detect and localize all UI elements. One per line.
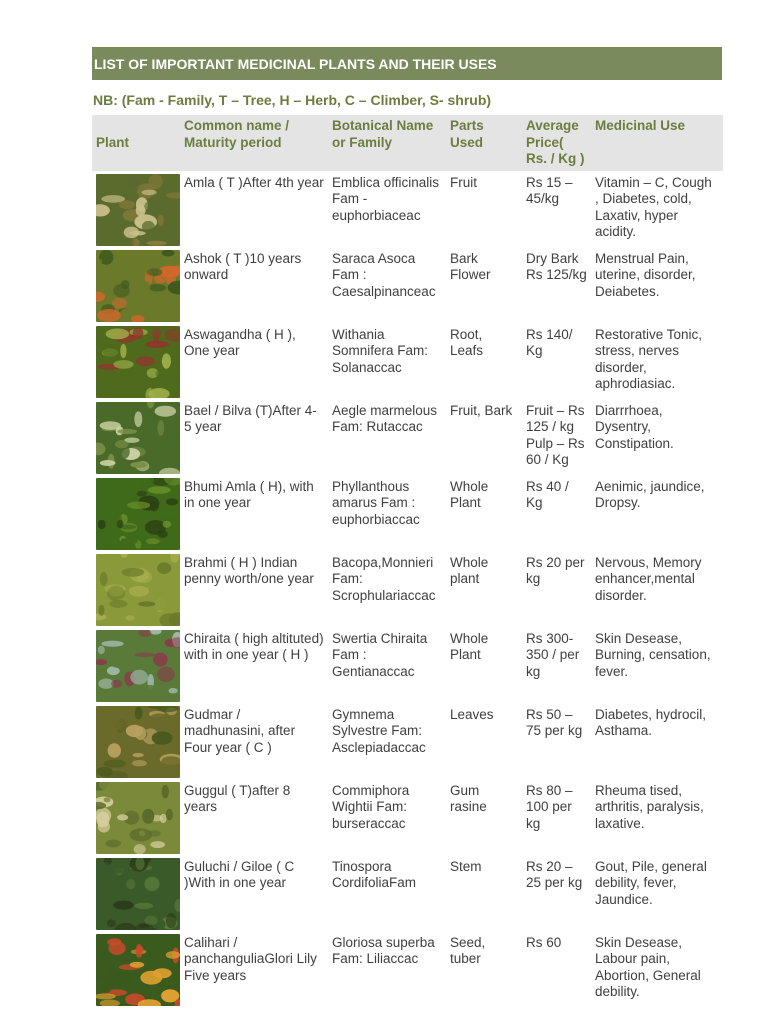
average-price-cell: Rs 50 – 75 per kg <box>526 706 583 738</box>
parts-used-cell: Whole plant <box>450 554 489 586</box>
plant-photo-cell <box>92 171 180 247</box>
botanical-name-cell: Emblica officinalis Fam - euphorbiaceac <box>332 174 440 223</box>
table-row <box>92 475 723 551</box>
medicinal-use-cell: Aenimic, jaundice, Dropsy. <box>595 478 705 510</box>
header-average-price: Average Price( Rs. / Kg ) <box>522 115 591 171</box>
parts-used-cell: Seed, tuber <box>450 934 486 966</box>
medicinal-use-cell: Restorative Tonic, stress, nerves disorder, aphrodiasiac. <box>595 326 703 391</box>
plant-photo-cell <box>92 703 180 779</box>
plant-photo-icon <box>96 402 180 474</box>
average-price-cell: Dry Bark Rs 125/kg <box>526 250 587 282</box>
medicinal-use-cell: Rheuma tised, arthritis, paralysis, laxative. <box>595 782 704 831</box>
parts-used-cell: Leaves <box>450 706 494 722</box>
common-name-cell: Calihari / panchanguliaGlori Lily Five years <box>184 934 317 983</box>
plant-photo-icon <box>96 174 180 246</box>
medicinal-use-cell: Skin Desease, Labour pain, Abortion, General debility. <box>595 934 701 999</box>
table-row <box>92 551 723 627</box>
table-row <box>92 627 723 703</box>
plant-photo-cell <box>92 247 180 323</box>
medicinal-use-cell: Skin Desease, Burning, censation, fever. <box>595 630 711 679</box>
table-row <box>92 703 723 779</box>
botanical-name-cell: Commiphora Wightii Fam: burseraccac <box>332 782 410 831</box>
table-row <box>92 931 723 1007</box>
botanical-name-cell: Bacopa,Monnieri Fam: Scrophulariaccac <box>332 554 436 603</box>
average-price-cell: Rs 300-350 / per kg <box>526 630 580 679</box>
plant-photo-cell <box>92 551 180 627</box>
table-row <box>92 855 723 931</box>
common-name-cell: Brahmi ( H ) Indian penny worth/one year <box>184 554 314 586</box>
plant-photo-icon <box>96 858 180 930</box>
common-name-cell: Guggul ( T)after 8 years <box>184 782 291 814</box>
plant-photo-icon <box>96 706 180 778</box>
average-price-cell: Rs 60 <box>526 934 562 950</box>
botanical-name-cell: Tinospora CordifoliaFam <box>332 858 417 890</box>
plant-photo-icon <box>96 554 180 626</box>
average-price-cell: Rs 20 per kg <box>526 554 585 586</box>
plant-photo-cell <box>92 323 180 399</box>
botanical-name-cell: Swertia Chiraita Fam : Gentianaccac <box>332 630 428 679</box>
botanical-name-cell: Gloriosa superba Fam: Liliaccac <box>332 934 435 966</box>
medicinal-use-cell: Gout, Pile, general debility, fever, Jaundice. <box>595 858 707 907</box>
botanical-name-cell: Phyllanthous amarus Fam : euphorbiaccac <box>332 478 420 527</box>
common-name-cell: Bhumi Amla ( H), with in one year <box>184 478 314 510</box>
average-price-cell: Fruit – Rs 125 / kg Pulp – Rs 60 / Kg <box>526 402 585 467</box>
common-name-cell: Gudmar / madhunasini, after Four year ( C ) <box>184 706 296 755</box>
header-medicinal-use: Medicinal Use <box>591 115 723 171</box>
average-price-cell: Rs 80 – 100 per kg <box>526 782 573 831</box>
common-name-cell: Chiraita ( high altituted) with in one year ( H ) <box>184 630 324 662</box>
plant-photo-cell <box>92 399 180 475</box>
plant-photo-icon <box>96 478 180 550</box>
botanical-name-cell: Saraca Asoca Fam : Caesalpinanceac <box>332 250 436 299</box>
parts-used-cell: Fruit, Bark <box>450 402 513 418</box>
common-name-cell: Ashok ( T )10 years onward <box>184 250 302 282</box>
parts-used-cell: Whole Plant <box>450 478 489 510</box>
plant-photo-cell <box>92 855 180 931</box>
medicinal-plants-table <box>92 115 723 1007</box>
legend-note: NB: (Fam - Family, T – Tree, H – Herb, C – Climber, S- shrub) <box>93 92 492 108</box>
header-botanical-name: Botanical Name or Family <box>328 115 446 171</box>
common-name-cell: Aswagandha ( H ), One year <box>184 326 296 358</box>
plant-photo-icon <box>96 630 180 702</box>
header-plant: Plant <box>92 115 180 171</box>
parts-used-cell: Root, Leafs <box>450 326 484 358</box>
page-title: LIST OF IMPORTANT MEDICINAL PLANTS AND THEIR USES <box>92 47 722 80</box>
medicinal-use-cell: Vitamin – C, Cough , Diabetes, cold, Laxativ, hyper acidity. <box>595 174 712 239</box>
common-name-cell: Amla ( T )After 4th year <box>184 174 324 190</box>
parts-used-cell: Fruit <box>450 174 477 190</box>
medicinal-use-cell: Diarrrhoea, Dysentry, Constipation. <box>595 402 674 451</box>
parts-used-cell: Bark Flower <box>450 250 491 282</box>
plant-photo-cell <box>92 779 180 855</box>
plant-photo-cell <box>92 627 180 703</box>
table-row <box>92 247 723 323</box>
medicinal-use-cell: Diabetes, hydrocil, Asthama. <box>595 706 707 738</box>
plant-photo-icon <box>96 782 180 854</box>
medicinal-use-cell: Menstrual Pain, uterine, disorder, Deiabetes. <box>595 250 696 299</box>
parts-used-cell: Whole Plant <box>450 630 489 662</box>
average-price-cell: Rs 140/ Kg <box>526 326 573 358</box>
plant-photo-cell <box>92 931 180 1007</box>
plant-photo-cell <box>92 475 180 551</box>
botanical-name-cell: Withania Somnifera Fam: Solanaccac <box>332 326 429 375</box>
table-row <box>92 779 723 855</box>
table-header-row <box>92 115 723 171</box>
header-common-name: Common name / Maturity period <box>180 115 328 171</box>
botanical-name-cell: Gymnema Sylvestre Fam: Asclepiadaccac <box>332 706 426 755</box>
parts-used-cell: Stem <box>450 858 482 874</box>
plant-photo-icon <box>96 250 180 322</box>
common-name-cell: Guluchi / Giloe ( C )With in one year <box>184 858 295 890</box>
table-row <box>92 399 723 475</box>
average-price-cell: Rs 40 / Kg <box>526 478 569 510</box>
header-parts-used: Parts Used <box>446 115 522 171</box>
plant-photo-icon <box>96 326 180 398</box>
table-row <box>92 323 723 399</box>
average-price-cell: Rs 20 – 25 per kg <box>526 858 583 890</box>
botanical-name-cell: Aegle marmelous Fam: Rutaccac <box>332 402 438 434</box>
plant-photo-icon <box>96 934 180 1006</box>
parts-used-cell: Gum rasine <box>450 782 487 814</box>
common-name-cell: Bael / Bilva (T)After 4-5 year <box>184 402 317 434</box>
table-row <box>92 171 723 247</box>
average-price-cell: Rs 15 – 45/kg <box>526 174 573 206</box>
medicinal-use-cell: Nervous, Memory enhancer,mental disorder. <box>595 554 702 603</box>
